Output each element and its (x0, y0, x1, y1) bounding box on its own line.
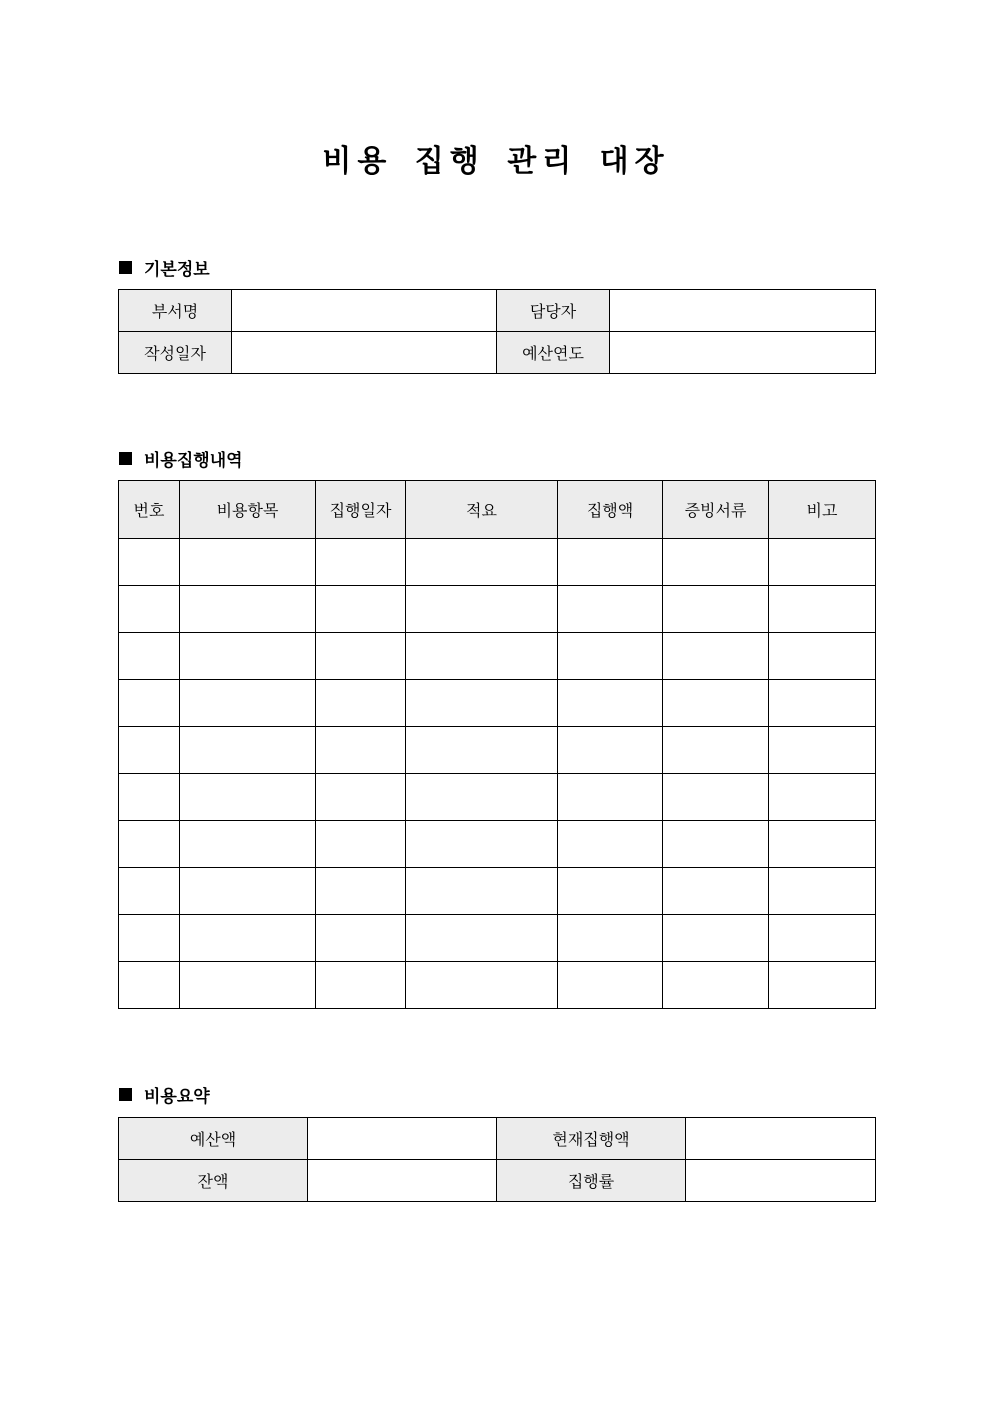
remarks-cell[interactable] (769, 539, 876, 586)
remarks-cell[interactable] (769, 915, 876, 962)
number-cell[interactable] (119, 774, 180, 821)
number-cell[interactable] (119, 680, 180, 727)
remarks-cell[interactable] (769, 774, 876, 821)
table-row (119, 821, 876, 868)
evidence-cell[interactable] (663, 586, 769, 633)
budget-field[interactable] (308, 1118, 497, 1160)
table-row (119, 586, 876, 633)
description-cell[interactable] (406, 868, 558, 915)
remarks-cell[interactable] (769, 868, 876, 915)
description-cell[interactable] (406, 680, 558, 727)
table-row (119, 332, 876, 374)
number-cell[interactable] (119, 633, 180, 680)
cost-item-cell[interactable] (180, 727, 316, 774)
table-row (119, 915, 876, 962)
exec-date-cell[interactable] (316, 633, 406, 680)
description-cell[interactable] (406, 727, 558, 774)
exec-amount-cell[interactable] (558, 586, 663, 633)
evidence-cell[interactable] (663, 727, 769, 774)
cost-item-cell[interactable] (180, 868, 316, 915)
evidence-cell[interactable] (663, 915, 769, 962)
header-remarks: 비고 (769, 481, 876, 539)
cost-item-cell[interactable] (180, 774, 316, 821)
table-header-row (119, 481, 876, 539)
description-cell[interactable] (406, 586, 558, 633)
description-cell[interactable] (406, 915, 558, 962)
remarks-cell[interactable] (769, 680, 876, 727)
exec-date-cell[interactable] (316, 727, 406, 774)
manager-label: 담당자 (497, 290, 610, 332)
table-row (119, 774, 876, 821)
table-row (119, 680, 876, 727)
date-label: 작성일자 (119, 332, 232, 374)
description-cell[interactable] (406, 774, 558, 821)
description-cell[interactable] (406, 633, 558, 680)
exec-date-cell[interactable] (316, 868, 406, 915)
budget-year-field[interactable] (610, 332, 876, 374)
header-description: 적요 (406, 481, 558, 539)
section-heading-execution (119, 446, 243, 471)
evidence-cell[interactable] (663, 774, 769, 821)
exec-date-cell[interactable] (316, 821, 406, 868)
header-evidence: 증빙서류 (663, 481, 769, 539)
page-title: 비용 집행 관리 대장 (322, 144, 670, 179)
exec-amount-cell[interactable] (558, 774, 663, 821)
basic-info-table (118, 289, 876, 374)
exec-date-cell[interactable] (316, 962, 406, 1009)
square-bullet-icon (119, 1088, 132, 1101)
cost-item-cell[interactable] (180, 586, 316, 633)
description-cell[interactable] (406, 821, 558, 868)
header-exec-amount: 집행액 (558, 481, 663, 539)
budget-year-label: 예산연도 (497, 332, 610, 374)
cost-item-cell[interactable] (180, 821, 316, 868)
department-field[interactable] (232, 290, 497, 332)
exec-amount-cell[interactable] (558, 962, 663, 1009)
exec-amount-cell[interactable] (558, 821, 663, 868)
exec-amount-cell[interactable] (558, 915, 663, 962)
execution-table (118, 480, 876, 1009)
exec-amount-cell[interactable] (558, 868, 663, 915)
remarks-cell[interactable] (769, 962, 876, 1009)
evidence-cell[interactable] (663, 633, 769, 680)
cost-item-cell[interactable] (180, 539, 316, 586)
balance-label: 잔액 (119, 1160, 308, 1202)
section-heading-summary (119, 1082, 210, 1107)
table-row (119, 1160, 876, 1202)
manager-field[interactable] (610, 290, 876, 332)
evidence-cell[interactable] (663, 680, 769, 727)
department-label: 부서명 (119, 290, 232, 332)
section-heading-label: 기본정보 (144, 260, 210, 280)
section-heading-label: 비용집행내역 (144, 451, 243, 471)
exec-date-cell[interactable] (316, 586, 406, 633)
budget-label: 예산액 (119, 1118, 308, 1160)
exec-amount-cell[interactable] (558, 727, 663, 774)
table-row (119, 1118, 876, 1160)
description-cell[interactable] (406, 962, 558, 1009)
exec-date-cell[interactable] (316, 915, 406, 962)
number-cell[interactable] (119, 821, 180, 868)
number-cell[interactable] (119, 586, 180, 633)
evidence-cell[interactable] (663, 821, 769, 868)
evidence-cell[interactable] (663, 868, 769, 915)
number-cell[interactable] (119, 868, 180, 915)
exec-rate-field[interactable] (686, 1160, 876, 1202)
balance-field[interactable] (308, 1160, 497, 1202)
section-heading-basic-info (119, 255, 210, 280)
table-row (119, 962, 876, 1009)
exec-rate-label: 집행률 (497, 1160, 686, 1202)
cost-item-cell[interactable] (180, 915, 316, 962)
header-cost-item: 비용항목 (180, 481, 316, 539)
description-cell[interactable] (406, 539, 558, 586)
number-cell[interactable] (119, 962, 180, 1009)
number-cell[interactable] (119, 727, 180, 774)
remarks-cell[interactable] (769, 633, 876, 680)
section-heading-label: 비용요약 (144, 1087, 210, 1107)
date-field[interactable] (232, 332, 497, 374)
remarks-cell[interactable] (769, 727, 876, 774)
exec-amount-cell[interactable] (558, 680, 663, 727)
table-row (119, 633, 876, 680)
cost-item-cell[interactable] (180, 633, 316, 680)
exec-date-cell[interactable] (316, 680, 406, 727)
exec-date-cell[interactable] (316, 539, 406, 586)
number-cell[interactable] (119, 915, 180, 962)
remarks-cell[interactable] (769, 586, 876, 633)
exec-date-cell[interactable] (316, 774, 406, 821)
square-bullet-icon (119, 261, 132, 274)
summary-table (118, 1117, 876, 1202)
cost-item-cell[interactable] (180, 680, 316, 727)
evidence-cell[interactable] (663, 962, 769, 1009)
header-number: 번호 (119, 481, 180, 539)
square-bullet-icon (119, 452, 132, 465)
table-row (119, 727, 876, 774)
number-cell[interactable] (119, 539, 180, 586)
evidence-cell[interactable] (663, 539, 769, 586)
header-exec-date: 집행일자 (316, 481, 406, 539)
current-exec-field[interactable] (686, 1118, 876, 1160)
remarks-cell[interactable] (769, 821, 876, 868)
cost-item-cell[interactable] (180, 962, 316, 1009)
table-row (119, 290, 876, 332)
table-row (119, 868, 876, 915)
exec-amount-cell[interactable] (558, 633, 663, 680)
table-row (119, 539, 876, 586)
current-exec-label: 현재집행액 (497, 1118, 686, 1160)
exec-amount-cell[interactable] (558, 539, 663, 586)
